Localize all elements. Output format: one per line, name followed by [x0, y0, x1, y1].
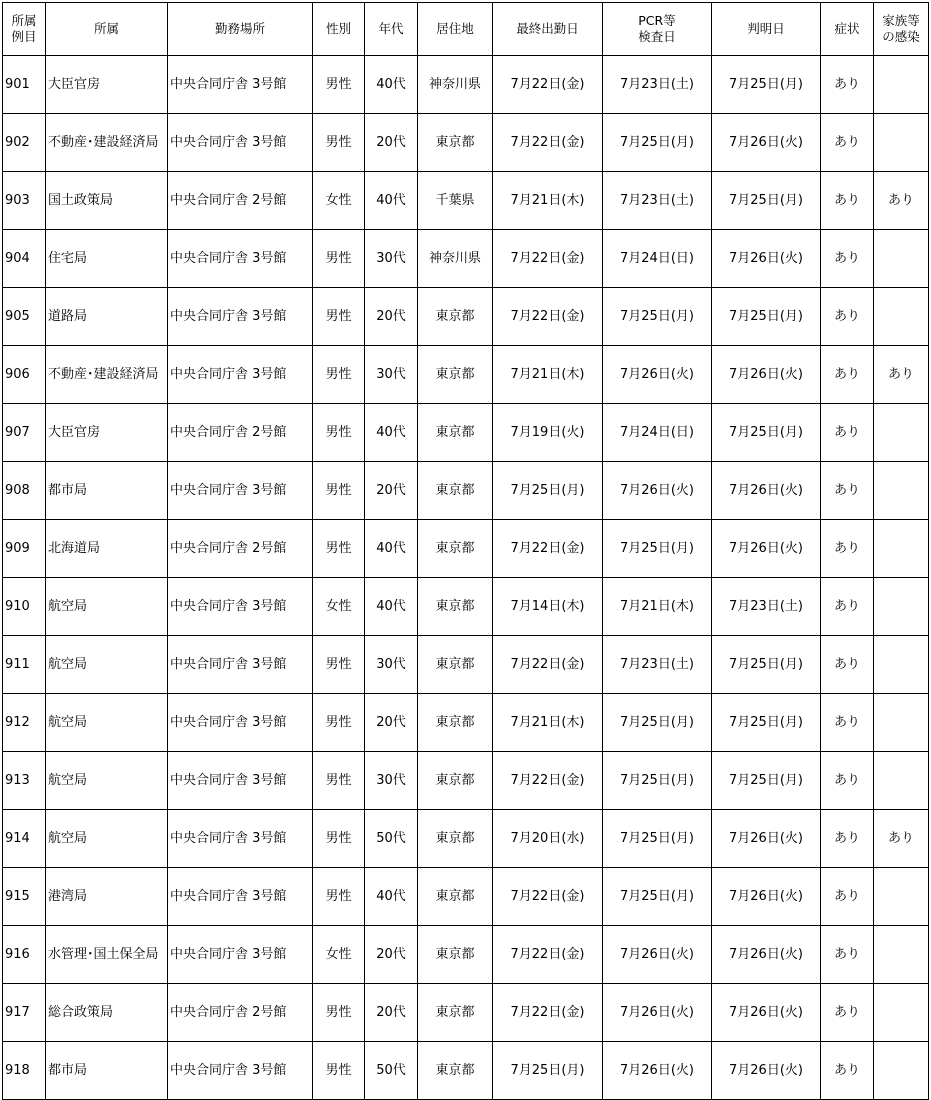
cell-workplace: 中央合同庁舎 3号館: [168, 752, 313, 810]
cell-age: 30代: [365, 346, 418, 404]
cell-case-no: 906: [3, 346, 46, 404]
cell-symptoms: あり: [821, 752, 874, 810]
table-row: [3, 462, 929, 520]
cell-symptoms: あり: [821, 230, 874, 288]
table-row: [3, 1042, 929, 1100]
cell-case-no: 902: [3, 114, 46, 172]
cell-pcr-date: 7月25日(月): [603, 114, 712, 172]
cell-residence: 千葉県: [418, 172, 493, 230]
cell-family-infection: [874, 578, 929, 636]
cell-age: 20代: [365, 114, 418, 172]
cell-gender: 女性: [313, 578, 365, 636]
cell-gender: 男性: [313, 752, 365, 810]
cell-confirmed-date: 7月25日(月): [712, 694, 821, 752]
cell-workplace: 中央合同庁舎 2号館: [168, 520, 313, 578]
cell-symptoms: あり: [821, 172, 874, 230]
cell-case-no: 904: [3, 230, 46, 288]
cell-case-no: 913: [3, 752, 46, 810]
cell-family-infection: [874, 1042, 929, 1100]
cell-gender: 男性: [313, 1042, 365, 1100]
cell-residence: 神奈川県: [418, 56, 493, 114]
cell-pcr-date: 7月26日(火): [603, 462, 712, 520]
cell-pcr-date: 7月26日(火): [603, 984, 712, 1042]
cell-last-work-date: 7月22日(金): [493, 984, 603, 1042]
cell-workplace: 中央合同庁舎 3号館: [168, 810, 313, 868]
cell-department: 水管理･国土保全局: [46, 926, 168, 984]
cell-pcr-date: 7月24日(日): [603, 230, 712, 288]
cell-age: 40代: [365, 56, 418, 114]
cell-last-work-date: 7月25日(月): [493, 462, 603, 520]
cell-residence: 神奈川県: [418, 230, 493, 288]
cell-last-work-date: 7月22日(金): [493, 520, 603, 578]
table-body: [3, 56, 929, 1100]
cell-gender: 男性: [313, 230, 365, 288]
cell-last-work-date: 7月22日(金): [493, 636, 603, 694]
cell-gender: 女性: [313, 926, 365, 984]
header-case-no: 所属 例目: [3, 3, 46, 56]
table-row: [3, 578, 929, 636]
cell-last-work-date: 7月22日(金): [493, 752, 603, 810]
cell-department: 大臣官房: [46, 404, 168, 462]
cell-workplace: 中央合同庁舎 3号館: [168, 1042, 313, 1100]
cell-department: 不動産･建設経済局: [46, 114, 168, 172]
cell-confirmed-date: 7月26日(火): [712, 810, 821, 868]
cell-residence: 東京都: [418, 810, 493, 868]
cell-age: 50代: [365, 1042, 418, 1100]
cell-department: 国土政策局: [46, 172, 168, 230]
cell-gender: 男性: [313, 114, 365, 172]
cell-family-infection: [874, 636, 929, 694]
cell-pcr-date: 7月23日(土): [603, 56, 712, 114]
cell-gender: 男性: [313, 868, 365, 926]
cell-case-no: 905: [3, 288, 46, 346]
cell-confirmed-date: 7月25日(月): [712, 752, 821, 810]
cell-last-work-date: 7月20日(水): [493, 810, 603, 868]
cell-residence: 東京都: [418, 984, 493, 1042]
cell-workplace: 中央合同庁舎 3号館: [168, 926, 313, 984]
cell-case-no: 903: [3, 172, 46, 230]
header-last-work-date: 最終出勤日: [493, 3, 603, 56]
table-row: [3, 56, 929, 114]
cell-confirmed-date: 7月25日(月): [712, 288, 821, 346]
cell-confirmed-date: 7月26日(火): [712, 520, 821, 578]
header-confirmed-date: 判明日: [712, 3, 821, 56]
cell-gender: 男性: [313, 984, 365, 1042]
cell-family-infection: [874, 520, 929, 578]
cell-symptoms: あり: [821, 810, 874, 868]
cell-department: 航空局: [46, 578, 168, 636]
cell-pcr-date: 7月26日(火): [603, 346, 712, 404]
cell-department: 住宅局: [46, 230, 168, 288]
cell-department: 北海道局: [46, 520, 168, 578]
cell-last-work-date: 7月22日(金): [493, 926, 603, 984]
cell-age: 40代: [365, 868, 418, 926]
table-row: [3, 926, 929, 984]
cell-case-no: 908: [3, 462, 46, 520]
cell-workplace: 中央合同庁舎 3号館: [168, 636, 313, 694]
table-row: [3, 810, 929, 868]
cell-family-infection: [874, 288, 929, 346]
cell-age: 40代: [365, 404, 418, 462]
table-row: [3, 694, 929, 752]
cell-symptoms: あり: [821, 56, 874, 114]
cell-pcr-date: 7月25日(月): [603, 694, 712, 752]
cell-last-work-date: 7月21日(木): [493, 172, 603, 230]
cell-residence: 東京都: [418, 404, 493, 462]
cell-gender: 男性: [313, 636, 365, 694]
cell-family-infection: [874, 230, 929, 288]
cell-family-infection: あり: [874, 172, 929, 230]
table-row: [3, 868, 929, 926]
table-row: [3, 520, 929, 578]
cell-confirmed-date: 7月26日(火): [712, 114, 821, 172]
cell-department: 都市局: [46, 1042, 168, 1100]
cell-residence: 東京都: [418, 868, 493, 926]
header-gender: 性別: [313, 3, 365, 56]
cell-age: 20代: [365, 984, 418, 1042]
header-residence: 居住地: [418, 3, 493, 56]
cell-family-infection: [874, 868, 929, 926]
table-header: [3, 3, 929, 56]
cell-pcr-date: 7月26日(火): [603, 926, 712, 984]
cell-pcr-date: 7月25日(月): [603, 810, 712, 868]
cell-case-no: 917: [3, 984, 46, 1042]
cell-gender: 女性: [313, 172, 365, 230]
cell-department: 不動産･建設経済局: [46, 346, 168, 404]
cell-gender: 男性: [313, 810, 365, 868]
cell-confirmed-date: 7月25日(月): [712, 636, 821, 694]
cell-department: 港湾局: [46, 868, 168, 926]
cell-confirmed-date: 7月26日(火): [712, 230, 821, 288]
cell-department: 道路局: [46, 288, 168, 346]
cell-pcr-date: 7月24日(日): [603, 404, 712, 462]
table-row: [3, 346, 929, 404]
cell-department: 大臣官房: [46, 56, 168, 114]
cell-symptoms: あり: [821, 694, 874, 752]
cell-age: 20代: [365, 288, 418, 346]
cell-pcr-date: 7月23日(土): [603, 172, 712, 230]
cell-age: 20代: [365, 462, 418, 520]
cell-family-infection: [874, 694, 929, 752]
cell-workplace: 中央合同庁舎 3号館: [168, 288, 313, 346]
cell-workplace: 中央合同庁舎 3号館: [168, 578, 313, 636]
cell-age: 40代: [365, 578, 418, 636]
cell-case-no: 916: [3, 926, 46, 984]
cell-family-infection: [874, 926, 929, 984]
cell-family-infection: [874, 462, 929, 520]
header-age: 年代: [365, 3, 418, 56]
table-row: [3, 404, 929, 462]
cell-residence: 東京都: [418, 520, 493, 578]
header-symptoms: 症状: [821, 3, 874, 56]
cell-confirmed-date: 7月26日(火): [712, 462, 821, 520]
cell-residence: 東京都: [418, 694, 493, 752]
cell-residence: 東京都: [418, 578, 493, 636]
cell-confirmed-date: 7月26日(火): [712, 926, 821, 984]
cell-last-work-date: 7月21日(木): [493, 694, 603, 752]
header-family-infection: 家族等 の感染: [874, 3, 929, 56]
header-workplace: 勤務場所: [168, 3, 313, 56]
cell-confirmed-date: 7月25日(月): [712, 404, 821, 462]
cell-case-no: 911: [3, 636, 46, 694]
cell-gender: 男性: [313, 288, 365, 346]
cell-last-work-date: 7月21日(木): [493, 346, 603, 404]
table-row: [3, 288, 929, 346]
table-row: [3, 752, 929, 810]
cell-workplace: 中央合同庁舎 2号館: [168, 404, 313, 462]
cell-family-infection: [874, 114, 929, 172]
cell-last-work-date: 7月22日(金): [493, 288, 603, 346]
cell-last-work-date: 7月25日(月): [493, 1042, 603, 1100]
cell-age: 50代: [365, 810, 418, 868]
cell-symptoms: あり: [821, 462, 874, 520]
cell-gender: 男性: [313, 404, 365, 462]
cell-age: 40代: [365, 172, 418, 230]
cell-confirmed-date: 7月26日(火): [712, 868, 821, 926]
cell-department: 航空局: [46, 636, 168, 694]
case-table: [2, 2, 929, 1100]
cell-residence: 東京都: [418, 1042, 493, 1100]
cell-gender: 男性: [313, 56, 365, 114]
cell-workplace: 中央合同庁舎 2号館: [168, 172, 313, 230]
cell-residence: 東京都: [418, 462, 493, 520]
cell-confirmed-date: 7月25日(月): [712, 172, 821, 230]
cell-family-infection: [874, 984, 929, 1042]
cell-workplace: 中央合同庁舎 2号館: [168, 984, 313, 1042]
cell-pcr-date: 7月25日(月): [603, 288, 712, 346]
cell-confirmed-date: 7月25日(月): [712, 56, 821, 114]
cell-residence: 東京都: [418, 752, 493, 810]
cell-age: 30代: [365, 752, 418, 810]
cell-pcr-date: 7月25日(月): [603, 520, 712, 578]
cell-symptoms: あり: [821, 868, 874, 926]
cell-gender: 男性: [313, 694, 365, 752]
cell-family-infection: あり: [874, 346, 929, 404]
cell-gender: 男性: [313, 462, 365, 520]
cell-symptoms: あり: [821, 578, 874, 636]
cell-symptoms: あり: [821, 520, 874, 578]
cell-department: 都市局: [46, 462, 168, 520]
cell-confirmed-date: 7月26日(火): [712, 984, 821, 1042]
cell-last-work-date: 7月22日(金): [493, 56, 603, 114]
header-department: 所属: [46, 3, 168, 56]
cell-case-no: 912: [3, 694, 46, 752]
cell-age: 30代: [365, 230, 418, 288]
cell-gender: 男性: [313, 346, 365, 404]
cell-department: 航空局: [46, 810, 168, 868]
cell-residence: 東京都: [418, 114, 493, 172]
cell-workplace: 中央合同庁舎 3号館: [168, 230, 313, 288]
cell-pcr-date: 7月23日(土): [603, 636, 712, 694]
cell-symptoms: あり: [821, 984, 874, 1042]
cell-case-no: 910: [3, 578, 46, 636]
cell-age: 20代: [365, 694, 418, 752]
cell-family-infection: [874, 56, 929, 114]
cell-case-no: 914: [3, 810, 46, 868]
cell-residence: 東京都: [418, 288, 493, 346]
cell-case-no: 907: [3, 404, 46, 462]
header-row: [3, 3, 929, 56]
cell-symptoms: あり: [821, 288, 874, 346]
cell-workplace: 中央合同庁舎 3号館: [168, 462, 313, 520]
cell-family-infection: [874, 752, 929, 810]
table-row: [3, 114, 929, 172]
cell-family-infection: あり: [874, 810, 929, 868]
cell-last-work-date: 7月22日(金): [493, 868, 603, 926]
cell-last-work-date: 7月22日(金): [493, 230, 603, 288]
cell-pcr-date: 7月26日(火): [603, 1042, 712, 1100]
cell-case-no: 901: [3, 56, 46, 114]
table-row: [3, 984, 929, 1042]
cell-department: 航空局: [46, 694, 168, 752]
cell-symptoms: あり: [821, 346, 874, 404]
cell-symptoms: あり: [821, 926, 874, 984]
cell-department: 航空局: [46, 752, 168, 810]
cell-workplace: 中央合同庁舎 3号館: [168, 56, 313, 114]
cell-workplace: 中央合同庁舎 3号館: [168, 868, 313, 926]
cell-symptoms: あり: [821, 404, 874, 462]
cell-pcr-date: 7月21日(木): [603, 578, 712, 636]
cell-case-no: 918: [3, 1042, 46, 1100]
cell-workplace: 中央合同庁舎 3号館: [168, 114, 313, 172]
cell-symptoms: あり: [821, 636, 874, 694]
cell-confirmed-date: 7月23日(土): [712, 578, 821, 636]
cell-family-infection: [874, 404, 929, 462]
header-pcr-date: PCR等 検査日: [603, 3, 712, 56]
cell-workplace: 中央合同庁舎 3号館: [168, 694, 313, 752]
cell-case-no: 915: [3, 868, 46, 926]
cell-department: 総合政策局: [46, 984, 168, 1042]
cell-last-work-date: 7月19日(火): [493, 404, 603, 462]
cell-workplace: 中央合同庁舎 3号館: [168, 346, 313, 404]
cell-last-work-date: 7月22日(金): [493, 114, 603, 172]
cell-symptoms: あり: [821, 1042, 874, 1100]
cell-residence: 東京都: [418, 346, 493, 404]
cell-gender: 男性: [313, 520, 365, 578]
cell-symptoms: あり: [821, 114, 874, 172]
table-row: [3, 172, 929, 230]
cell-age: 20代: [365, 926, 418, 984]
cell-last-work-date: 7月14日(木): [493, 578, 603, 636]
cell-residence: 東京都: [418, 926, 493, 984]
cell-age: 40代: [365, 520, 418, 578]
cell-residence: 東京都: [418, 636, 493, 694]
table-row: [3, 636, 929, 694]
cell-pcr-date: 7月25日(月): [603, 868, 712, 926]
table-row: [3, 230, 929, 288]
cell-pcr-date: 7月25日(月): [603, 752, 712, 810]
cell-age: 30代: [365, 636, 418, 694]
cell-case-no: 909: [3, 520, 46, 578]
cell-confirmed-date: 7月26日(火): [712, 1042, 821, 1100]
cell-confirmed-date: 7月26日(火): [712, 346, 821, 404]
